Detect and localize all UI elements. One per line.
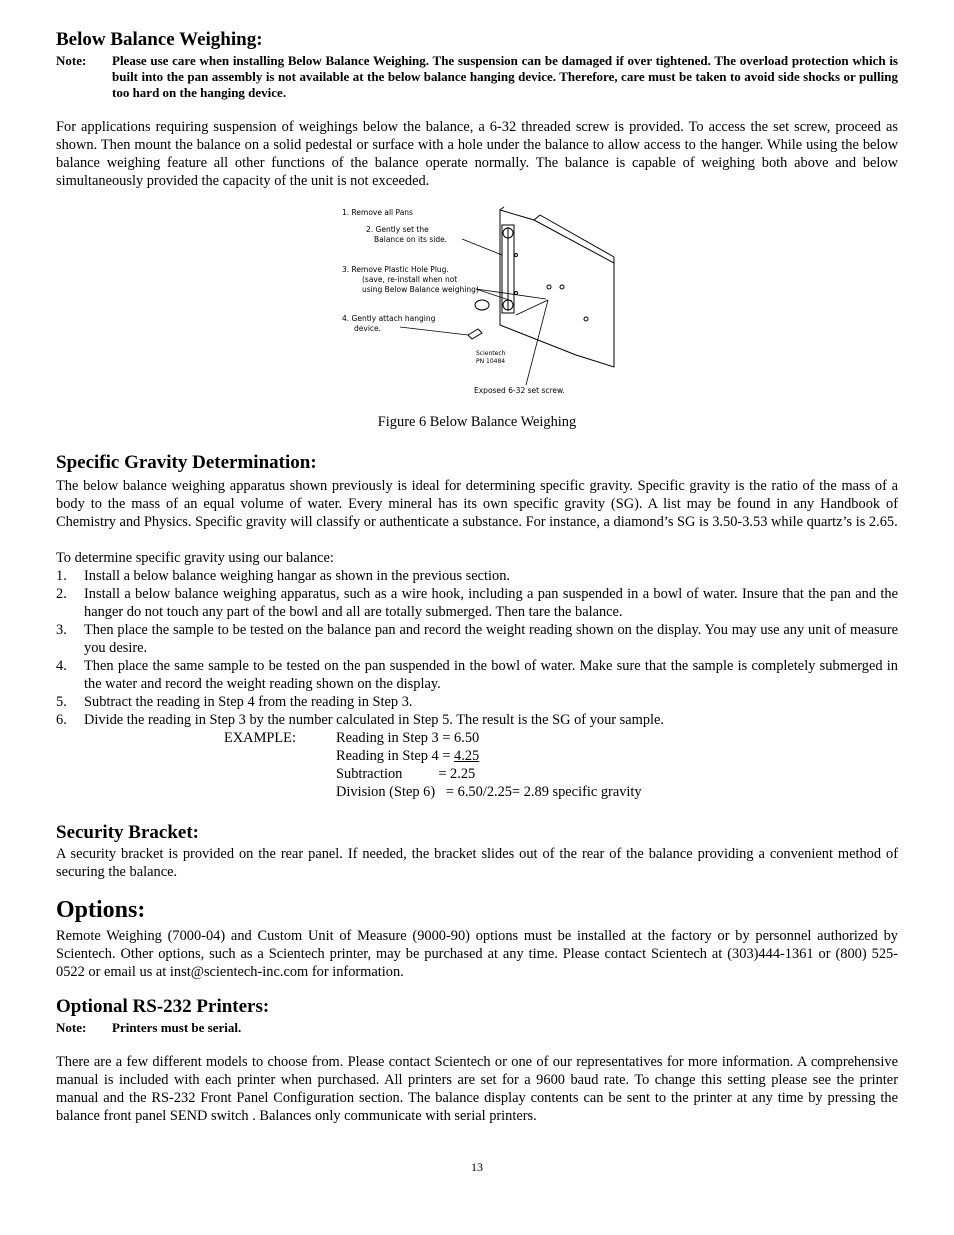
section-heading-rs232: Optional RS-232 Printers:	[56, 996, 270, 1017]
section-heading-specific-gravity: Specific Gravity Determination:	[56, 452, 317, 473]
fig-step2b: Balance on its side.	[374, 235, 448, 244]
paragraph-below-balance: For applications requiring suspension of weighings below the balance, a 6-32 threaded screw is provided. To access the set screw, proceed as shown. Then mount the balance on a solid pedestal or surface with a hole under the balance to allow access to the hanger. While using the below balance weighing feature all other functions of the balance operate normally. The balance is capable of weighing both above and below simultaneously provided the capacity of the unit is not exceeded.	[56, 119, 898, 189]
fig-pn: PN 10484	[476, 358, 506, 365]
fig-step4b: device.	[354, 324, 382, 333]
fig-step4a: 4. Gently attach hanging	[342, 314, 436, 323]
note-below-balance	[56, 53, 898, 101]
paragraph-options: Remote Weighing (7000-04) and Custom Unit of Measure (9000-90) options must be installed at the factory or by personnel authorized by Scientech. Other options, such as a Scientech printer, may be purchased at any time. Please contact Scientech at (303)444-1361 or (800) 525-0522 or email us at inst@scientech-inc.com for information.	[56, 928, 898, 980]
list-item: 2. Install a below balance weighing apparatus, such as a wire hook, including a pan suspended in a bowl of water. Insure that the pan and the hanger do not touch any part of the bowl and all are totally submerged. Then tare the balance.	[56, 586, 898, 620]
balance-body	[500, 210, 614, 367]
sg-intro: To determine specific gravity using our balance:	[56, 550, 334, 566]
sg-steps-list	[56, 567, 898, 729]
section-heading-below-balance: Below Balance Weighing:	[56, 29, 263, 50]
list-item: 6. Divide the reading in Step 3 by the number calculated in Step 5. The result is the SG of your sample.	[56, 712, 665, 728]
fig-brand: Scientech	[476, 350, 506, 357]
paragraph-security-bracket: A security bracket is provided on the rear panel. If needed, the bracket slides out of the rear of the balance providing a convenient method of securing the balance.	[56, 846, 898, 880]
page-content	[56, 28, 898, 1125]
figure-below-balance	[56, 205, 898, 413]
page-number: 13	[471, 1160, 483, 1174]
example-label: EXAMPLE:	[224, 730, 296, 746]
fig-step3c: using Below Balance weighing)	[362, 285, 479, 294]
note-text: Printers must be serial.	[112, 1020, 242, 1035]
example-lines: Reading in Step 3 = 6.50 Reading in Step 4 = 4.25 Subtraction = 2.25 Division (Step 6) = 6.50/2.25= 2.89 specific gravity	[336, 730, 642, 800]
balance-diagram	[336, 205, 636, 413]
note-label: Note:	[56, 1020, 87, 1035]
list-item: 3. Then place the sample to be tested on the balance pan and record the weight reading shown on the display. You may use any unit of measure you desire.	[56, 622, 898, 656]
section-heading-options: Options:	[56, 897, 146, 923]
fig-step3b: (save, re-install when not	[362, 275, 458, 284]
hole-plug	[547, 285, 551, 289]
sg-example	[56, 729, 898, 801]
note-rs232	[56, 1020, 898, 1036]
fig-step1: 1. Remove all Pans	[342, 208, 413, 217]
list-item: 5. Subtract the reading in Step 4 from the reading in Step 3.	[56, 694, 413, 710]
fig-screw-label: Exposed 6-32 set screw.	[474, 386, 565, 395]
hanging-device	[468, 329, 482, 339]
paragraph-rs232: There are a few different models to choose from. Please contact Scientech or one of our representatives for more information. A comprehensive manual is included with each printer when purchased. All printers are set for a 9600 baud rate. To change this setting please see the printer manual and the RS-232 Front Panel Configuration section. The balance display contents can be sent to the printer at any time by pressing the balance front panel SEND switch . Balances only communicate with serial printers.	[56, 1054, 898, 1124]
list-item: 1. Install a below balance weighing hangar as shown in the previous section.	[56, 568, 511, 584]
paragraph-specific-gravity: The below balance weighing apparatus shown previously is ideal for determining specific gravity. Specific gravity is the ratio of the mass of a body to the mass of an equal volume of water. Every mineral has its own specific gravity (SG). A list may be found in any Handbook of Chemistry and Physics. Specific gravity will classify or authenticate a substance. For instance, a diamond’s SG is 3.50-3.53 while quartz’s is 2.65.	[56, 478, 898, 530]
note-text: Please use care when installing Below Balance Weighing. The suspension can be damaged if over tightened. The overload protection which is built into the pan assembly is not available at the below balance hanging device. Therefore, care must be taken to avoid side shocks or pulling too hard on the hanging device.	[112, 53, 898, 100]
fig-step3a: 3. Remove Plastic Hole Plug.	[342, 265, 449, 274]
plastic-plug	[475, 300, 489, 310]
list-item: 4. Then place the same sample to be tested on the pan suspended in the bowl of water. Make sure that the sample is completely submerged in the water and record the weight reading shown on the display.	[56, 658, 898, 692]
fig-step2a: 2. Gently set the	[366, 225, 429, 234]
figure-caption: Figure 6 Below Balance Weighing	[377, 414, 577, 430]
section-heading-security-bracket: Security Bracket:	[56, 822, 199, 843]
note-label: Note:	[56, 53, 87, 68]
